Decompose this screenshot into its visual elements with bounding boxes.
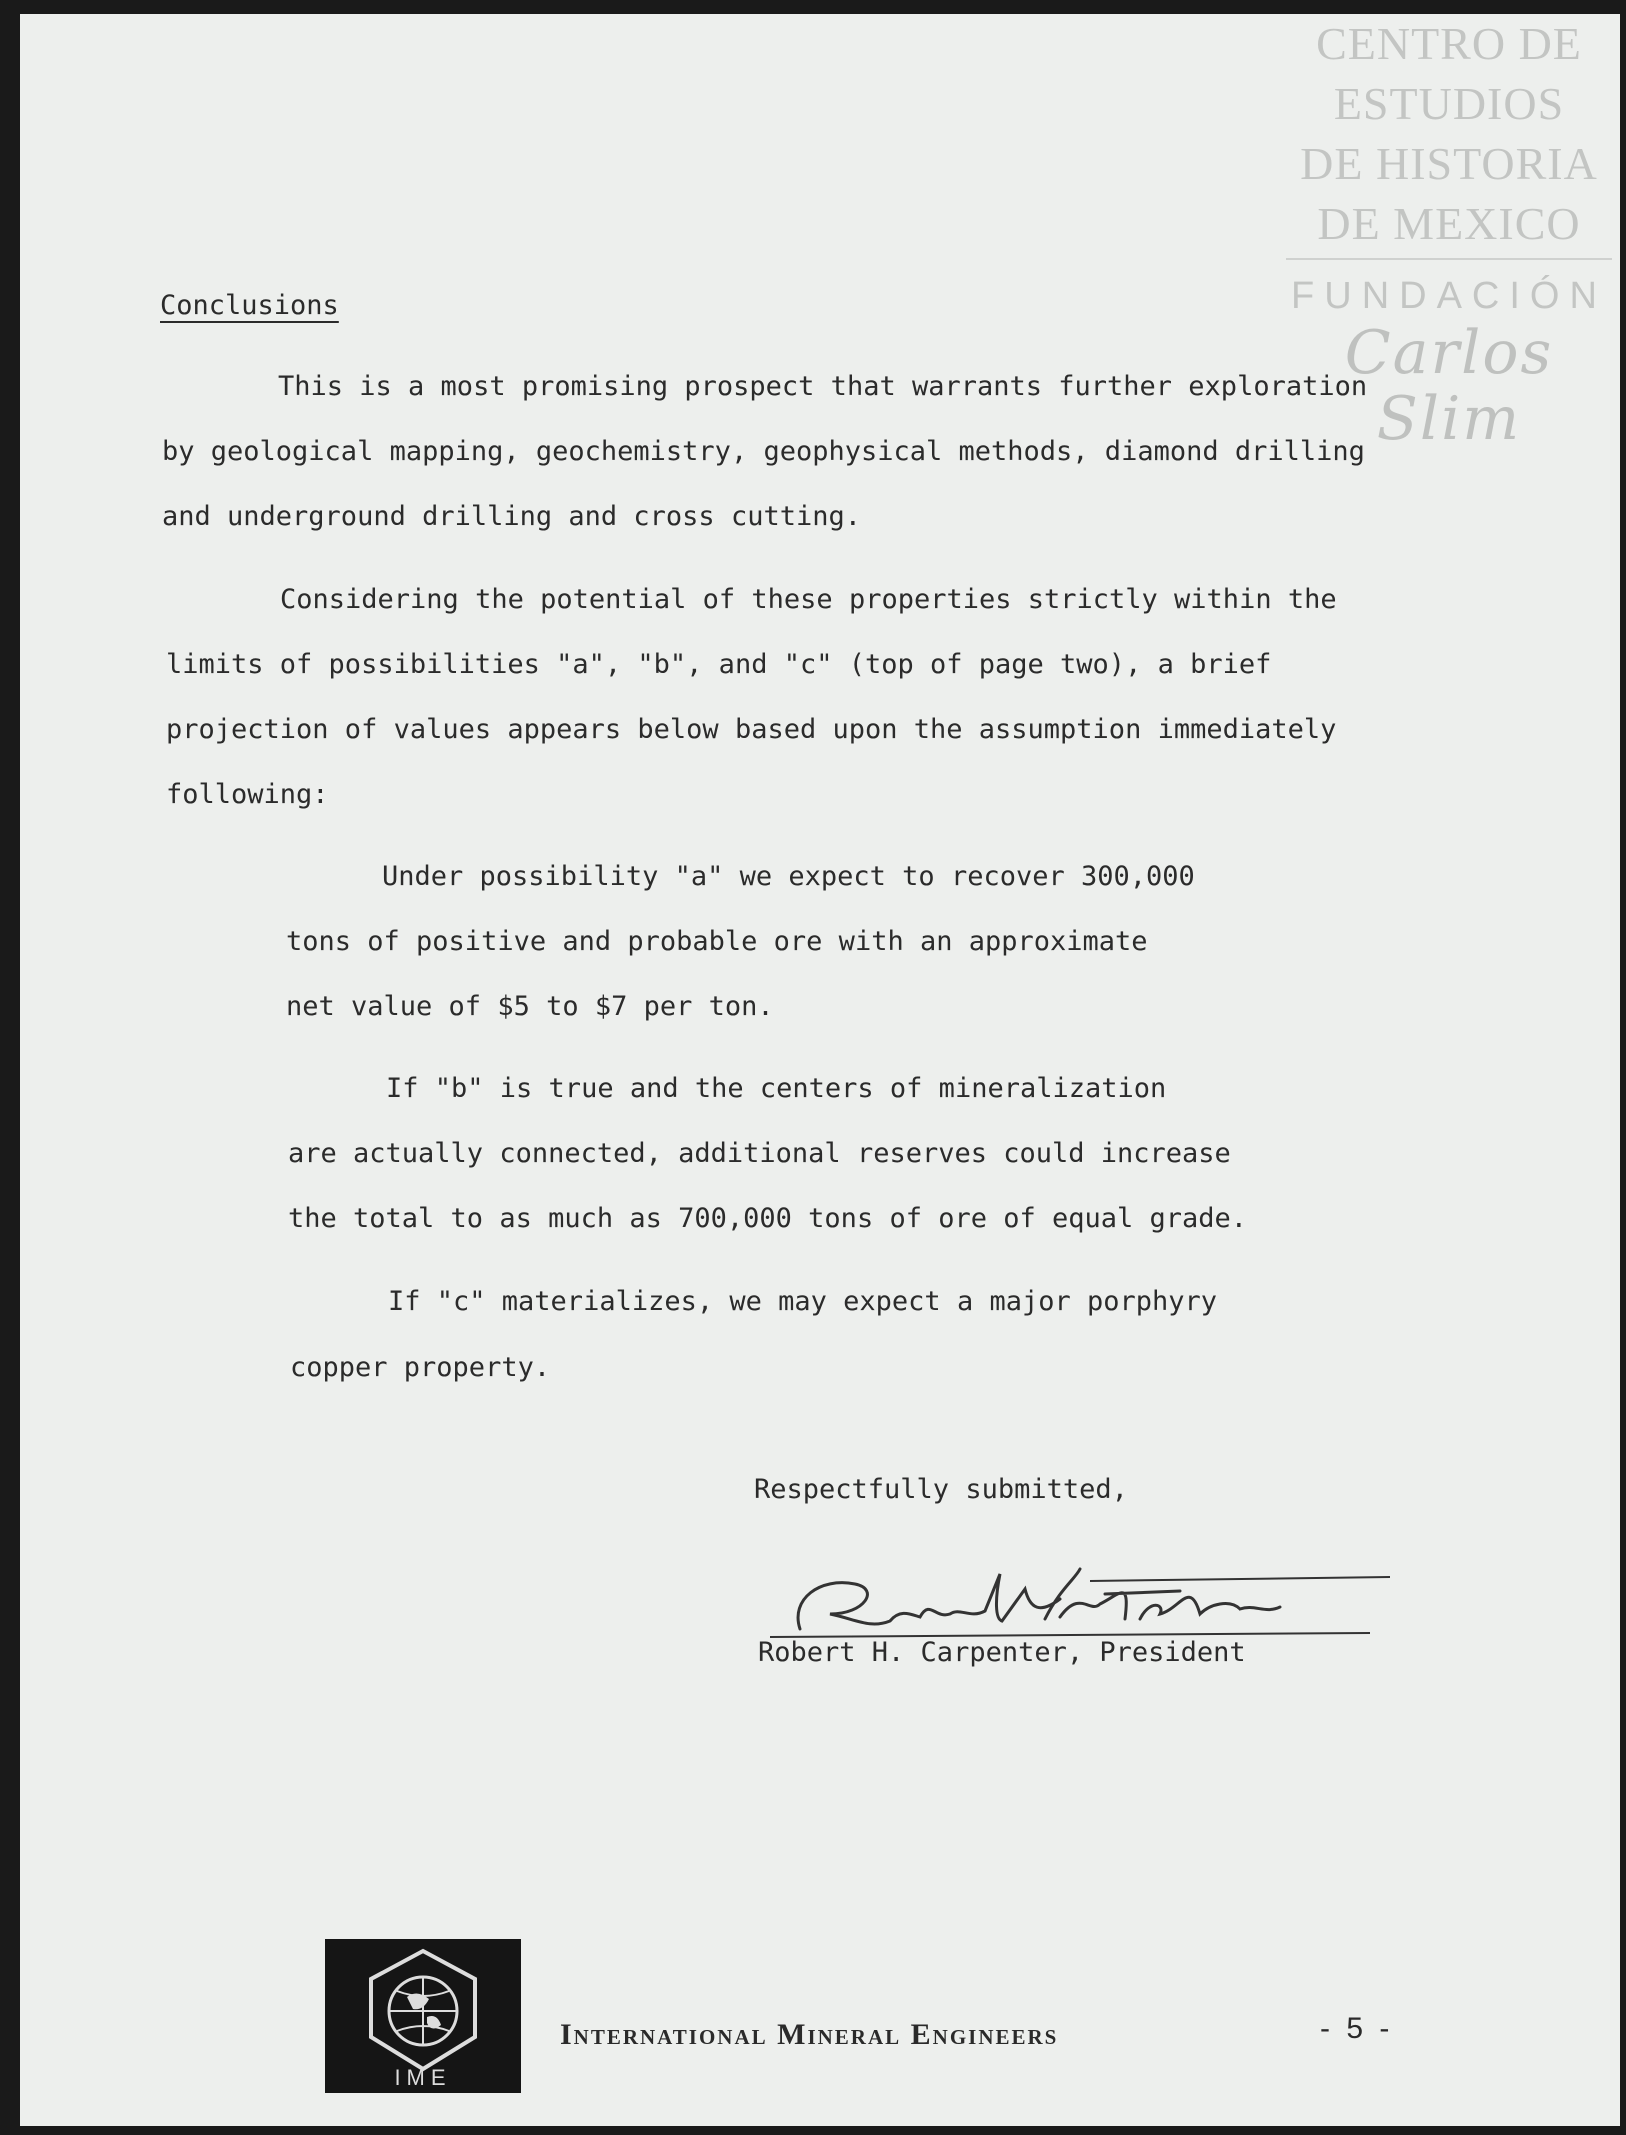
paragraph-line: net value of $5 to $7 per ton. xyxy=(286,991,774,1022)
watermark-line: DE HISTORIA xyxy=(1300,138,1598,189)
document-page xyxy=(20,14,1620,2126)
signatory-name: Robert H. Carpenter, President xyxy=(758,1637,1246,1668)
paragraph-line: and underground drilling and cross cutting. xyxy=(162,501,861,532)
paragraph-line: This is a most promising prospect that warrants further exploration xyxy=(278,371,1368,402)
paragraph-line: If "c" materializes, we may expect a major porphyry xyxy=(388,1286,1218,1317)
paragraph-line: following: xyxy=(166,779,329,810)
watermark-signature: Carlos Slim xyxy=(1344,318,1554,454)
paragraph-line: tons of positive and probable ore with an approximate xyxy=(286,926,1148,957)
watermark-line: DE MEXICO xyxy=(1317,198,1581,249)
paragraph-line: by geological mapping, geochemistry, geophysical methods, diamond drilling xyxy=(162,436,1365,467)
paragraph-line: the total to as much as 700,000 tons of ore of equal grade. xyxy=(288,1203,1248,1234)
watermark-line: CENTRO DE xyxy=(1316,18,1582,69)
page-number: - 5 - xyxy=(1320,2012,1394,2045)
section-heading: Conclusions xyxy=(160,290,339,321)
paragraph-line: projection of values appears below based upon the assumption immediately xyxy=(166,714,1337,745)
paragraph-line: copper property. xyxy=(290,1352,551,1383)
paragraph-line: limits of possibilities "a", "b", and "c" (top of page two), a brief xyxy=(166,649,1272,680)
logo-text: IME xyxy=(394,2065,452,2090)
company-name: International Mineral Engineers xyxy=(560,2018,1059,2051)
paragraph-line: Considering the potential of these properties strictly within the xyxy=(280,584,1337,615)
paragraph-line: Under possibility "a" we expect to recover 300,000 xyxy=(382,861,1195,892)
watermark-fundacion: FUNDACIÓN xyxy=(1291,275,1607,317)
paragraph-line: If "b" is true and the centers of mineralization xyxy=(386,1073,1167,1104)
paragraph-line: are actually connected, additional reserves could increase xyxy=(288,1138,1231,1169)
watermark-line: ESTUDIOS xyxy=(1333,78,1565,129)
closing: Respectfully submitted, xyxy=(754,1474,1128,1505)
ime-logo xyxy=(325,1939,521,2093)
watermark-rule xyxy=(1286,258,1612,260)
